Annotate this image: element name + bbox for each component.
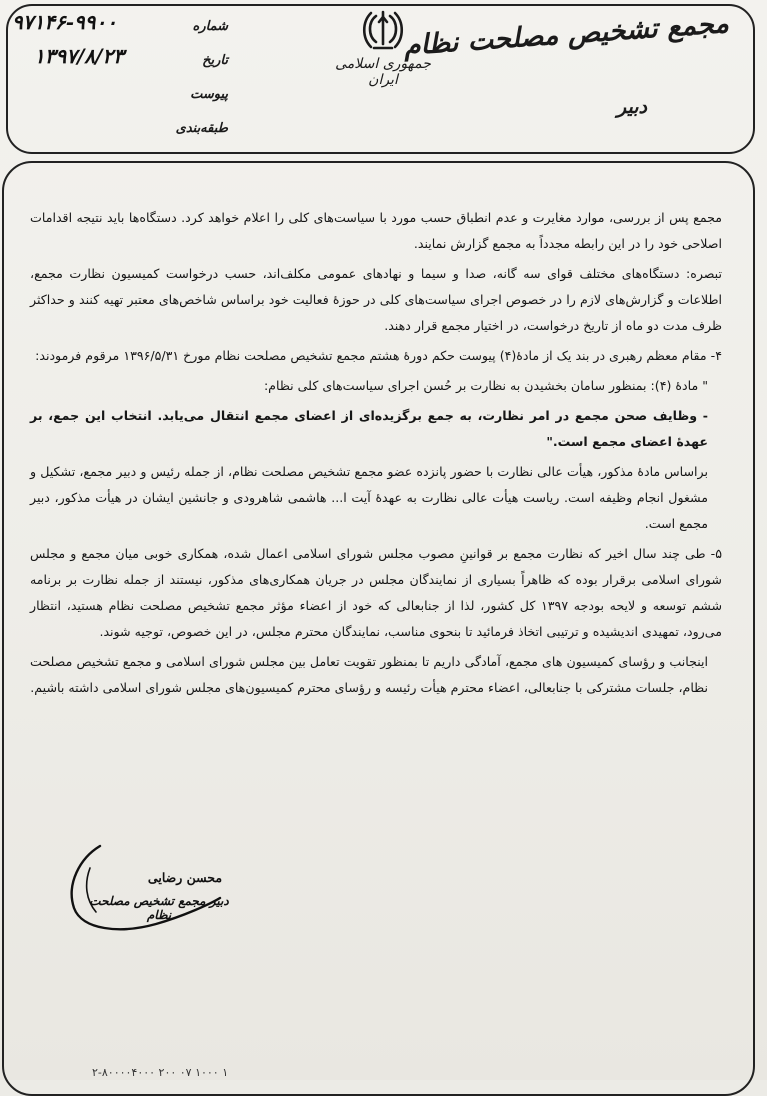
emblem-icon bbox=[362, 8, 404, 52]
signatory-title: دبیر مجمع تشخیص مصلحت نظام bbox=[89, 894, 229, 922]
footer-reference: ۲-۸۰۰۰۰۴۰۰۰ ۲۰۰ ۰۷ ۱۰۰۰ ۱ bbox=[92, 1066, 229, 1079]
classification-label: طبقه‌بندی bbox=[175, 121, 228, 136]
paragraph-review-result: مجمع پس از بررسی، موارد مغایرت و عدم انطباق حسب مورد با سیاست‌های کلی را اعلام خواهد کرد. دستگاه‌ها باید نتیجه اقدامات اصلاحی خود را در این رابطه مجدداً به مجمع گزارش نمایند. bbox=[30, 210, 722, 251]
paragraph-closing: اینجانب و رؤسای کمیسیون های مجمع، آمادگی داریم تا بمنظور تقویت تعامل بین مجلس شورای اسلامی و مجمع تشخیص مصلحت نظام، جلسات مشترکی با جنابعالی، اعضاء محترم هیأت رئیسه و رؤسای محترم کمیسیون‌های مجلس شورای اسلامی داشته باشیم. bbox=[30, 654, 708, 695]
paragraph-item-4: ۴- مقام معظم رهبری در بند یک از مادۀ(۴) پیوست حکم دورۀ هشتم مجمع تشخیص مصلحت نظام مورخ ۱۳۹۶/۵/۳۱ مرقوم فرمودند: bbox=[35, 348, 722, 363]
organization-name: مجمع تشخیص مصلحت نظام bbox=[403, 8, 731, 62]
letter-content bbox=[30, 205, 722, 705]
signatory-name: محسن رضایی bbox=[147, 870, 223, 885]
reference-number: ۹۷۱۴۶-۹۹۰۰ bbox=[12, 10, 117, 34]
paragraph-article-4: " مادۀ (۴): بمنظور سامان بخشیدن به نظارت بر حُسن اجرای سیاست‌های کلی نظام: bbox=[263, 378, 708, 393]
number-label: شماره bbox=[192, 19, 228, 34]
paragraph-note: تبصره: دستگاه‌های مختلف قوای سه گانه، صدا و سیما و نهادهای عمومی مکلف‌اند، حسب درخواست کمیسیون نظارت مجمع، اطلاعات و گزارش‌های لازم را در خصوص اجرای سیاست‌های کلی در حوزۀ فعالیت خود براساس شاخص‌های معتبر تهیه کنند و حداکثر ظرف مدت دو ماه از تاریخ درخواست، در اختیار مجمع قرار دهند. bbox=[30, 266, 722, 333]
republic-caption: جمهوری اسلامی ایران bbox=[335, 56, 431, 88]
letter-date: ۱۳۹۷/۸/۲۳ bbox=[34, 44, 124, 68]
handwritten-signature-icon bbox=[60, 838, 260, 938]
organization-office: دبیر bbox=[617, 96, 647, 118]
letter-meta-labels bbox=[168, 10, 228, 146]
paragraph-item-5: ۵- طی چند سال اخیر که نظارت مجمع بر قوانینِ مصوب مجلس شورای اسلامی اعمال شده، همکاری خوبی میان مجمع و مجلس شورای اسلامی برقرار بوده که ظاهراً بسیاری از نمایندگان مجلس در جریان همکاری‌های مذکور، نیستند از جمله نظارت بر برنامه ششم توسعه و لایحه بودجه ۱۳۹۷ کل کشور، لذا از جنابعالی که خود از اعضاء مؤثر مجمع تشخیص مصلحت نظام هستید، انتظار می‌رود، تمهیدی اندیشیده و ترتیبی اتخاذ فرمائید تا بنحوی مناسب، نمایندگان محترم مجلس، در این خصوص، توجیه شوند. bbox=[30, 546, 722, 639]
paragraph-article-4-clause: - وظایف صحن مجمع در امر نظارت، به جمع برگزیده‌ای از اعضای مجمع انتقال می‌یابد. انتخاب این جمع، بر عهدۀ اعضای مجمع است." bbox=[30, 408, 708, 449]
date-label: تاریخ bbox=[202, 53, 228, 68]
attachment-label: پیوست bbox=[190, 87, 228, 102]
paragraph-supervision-board: براساس مادۀ مذکور، هیأت عالی نظارت با حضور پانزده عضو مجمع تشخیص مصلحت نظام، از جمله رئیس و دبیر مجمع، تشکیل و مشغول انجام وظیفه است. ریاست هیأت عالی نظارت به عهدۀ آیت ا... هاشمی شاهرودی و جانشین ایشان در هیأت مذکور، دبیر مجمع است. bbox=[30, 464, 708, 531]
